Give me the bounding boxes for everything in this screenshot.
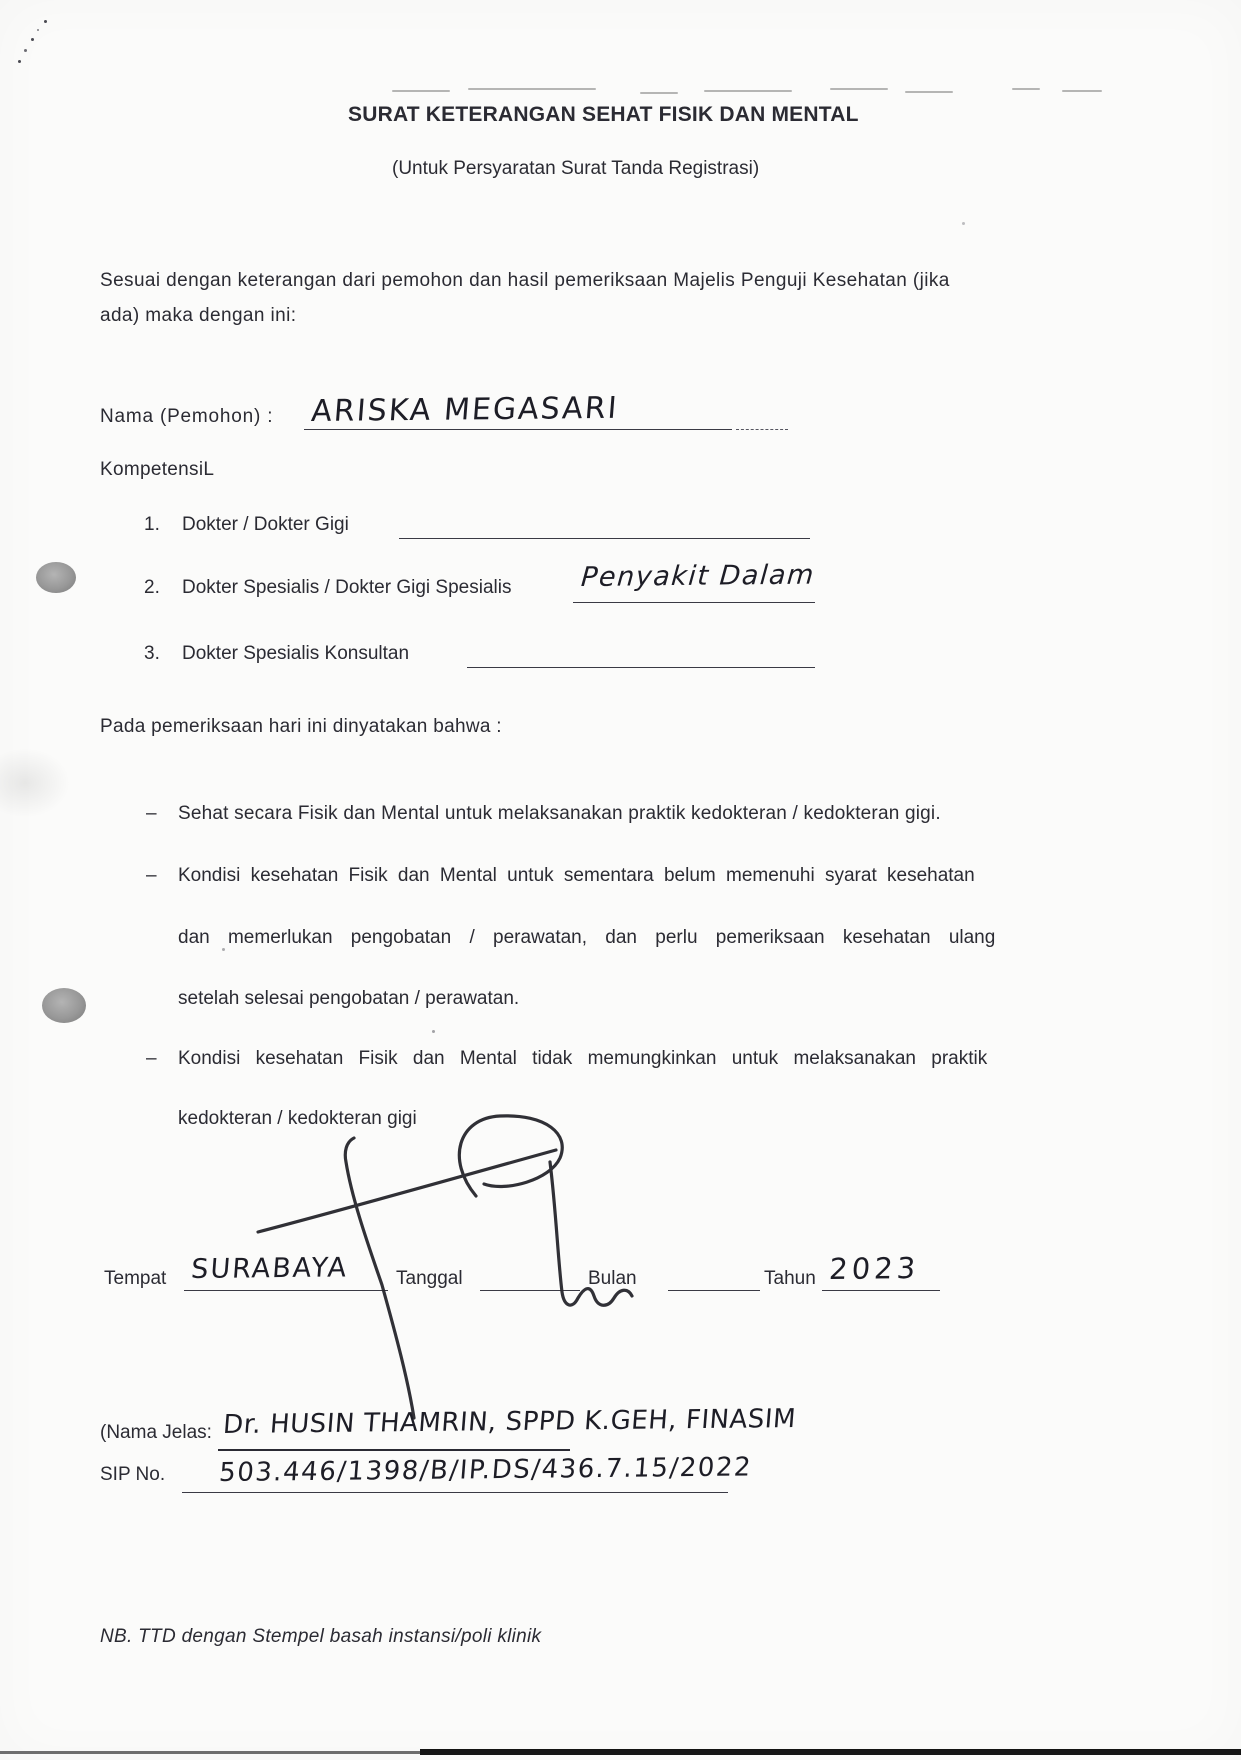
- sip-field-line: [182, 1492, 728, 1493]
- scan-artifact-dash: [392, 90, 450, 92]
- name-label: Nama (Pemohon) :: [100, 406, 274, 427]
- document-title: SURAT KETERANGAN SEHAT FISIK DAN MENTAL: [348, 103, 859, 126]
- bulan-field-line: [668, 1290, 760, 1291]
- item-2-label: Dokter Spesialis / Dokter Gigi Spesialis: [182, 577, 512, 598]
- tahun-field-line: [822, 1290, 940, 1291]
- pen-speck: [18, 60, 21, 63]
- pen-speck: [37, 29, 39, 31]
- tempat-handwritten-value: SURABAYA: [190, 1252, 350, 1285]
- nama-jelas-label: (Nama Jelas:: [100, 1422, 212, 1443]
- scan-artifact-dash: [1062, 90, 1102, 92]
- bullet-dash: –: [146, 865, 157, 886]
- statement-intro: Pada pemeriksaan hari ini dinyatakan bahwa :: [100, 716, 502, 737]
- scan-artifact-dash: [1012, 88, 1040, 90]
- item-3-number: 3.: [144, 643, 160, 664]
- bullet-dash: –: [146, 1048, 157, 1069]
- bullet-dash: –: [146, 803, 157, 824]
- tempat-field-line: [184, 1290, 388, 1291]
- bullet-3-line-1: Kondisi kesehatan Fisik dan Mental tidak memungkinkan untuk melaksanakan praktik: [178, 1048, 988, 1069]
- sip-handwritten-value: 503.446/1398/B/IP.DS/436.7.15/2022: [218, 1452, 754, 1488]
- pen-speck: [962, 222, 965, 225]
- tanggal-label: Tanggal: [396, 1268, 463, 1289]
- name-field-line: [304, 429, 732, 430]
- pen-speck: [24, 49, 27, 52]
- nama-jelas-handwritten-value: Dr. HUSIN THAMRIN, SPPD K.GEH, FINASIM: [222, 1404, 798, 1440]
- item-1-field-line: [399, 538, 810, 539]
- bullet-3-line-2: kedokteran / kedokteran gigi: [178, 1108, 417, 1129]
- bullet-1-line-1: Sehat secara Fisik dan Mental untuk melaksanakan praktik kedokteran / kedokteran gigi.: [178, 803, 941, 824]
- pen-speck: [222, 948, 225, 951]
- scan-edge-line: [0, 1751, 428, 1754]
- pen-speck: [432, 1030, 435, 1033]
- hole-punch-mark: [42, 988, 86, 1023]
- scan-artifact-dash: [704, 90, 792, 92]
- document-subtitle: (Untuk Persyaratan Surat Tanda Registrasi): [392, 158, 760, 179]
- pen-speck: [31, 38, 34, 41]
- hole-punch-mark: [36, 562, 76, 593]
- item-2-handwritten-value: Penyakit Dalam: [580, 559, 817, 593]
- name-handwritten-value: ARISKA MEGASARI: [310, 390, 620, 429]
- tahun-label: Tahun: [764, 1268, 816, 1289]
- item-3-label: Dokter Spesialis Konsultan: [182, 643, 410, 664]
- scan-artifact-dash: [640, 92, 678, 94]
- intro-line-2: ada) maka dengan ini:: [100, 305, 297, 326]
- bullet-2-line-1: Kondisi kesehatan Fisik dan Mental untuk sementara belum memenuhi syarat kesehatan: [178, 865, 975, 886]
- scan-smudge: [0, 748, 70, 818]
- item-1-number: 1.: [144, 514, 160, 535]
- scan-artifact-dash: [830, 88, 888, 90]
- item-2-field-line: [573, 602, 815, 603]
- sip-label: SIP No.: [100, 1464, 166, 1485]
- item-2-number: 2.: [144, 577, 160, 598]
- tahun-handwritten-value: 2023: [828, 1251, 921, 1286]
- intro-line-1: Sesuai dengan keterangan dari pemohon dan hasil pemeriksaan Majelis Penguji Kesehatan (jika: [100, 270, 950, 291]
- pen-speck: [44, 20, 47, 23]
- nama-jelas-field-line: [218, 1449, 570, 1451]
- nb-note: NB. TTD dengan Stempel basah instansi/poli klinik: [100, 1626, 542, 1647]
- item-1-label: Dokter / Dokter Gigi: [182, 514, 349, 535]
- tempat-label: Tempat: [104, 1268, 167, 1289]
- bullet-2-line-2: dan memerlukan pengobatan / perawatan, dan perlu pemeriksaan kesehatan ulang: [178, 927, 996, 948]
- scan-artifact-dash: [905, 91, 953, 93]
- tanggal-field-line: [480, 1290, 580, 1291]
- scan-edge-line: [420, 1749, 1241, 1755]
- kompetensi-label: KompetensiL: [100, 459, 215, 480]
- scan-artifact-dash: [468, 88, 596, 90]
- name-field-line-dashed: [736, 429, 788, 430]
- bullet-2-line-3: setelah selesai pengobatan / perawatan.: [178, 988, 520, 1009]
- item-3-field-line: [467, 667, 815, 668]
- bulan-label: Bulan: [588, 1268, 637, 1289]
